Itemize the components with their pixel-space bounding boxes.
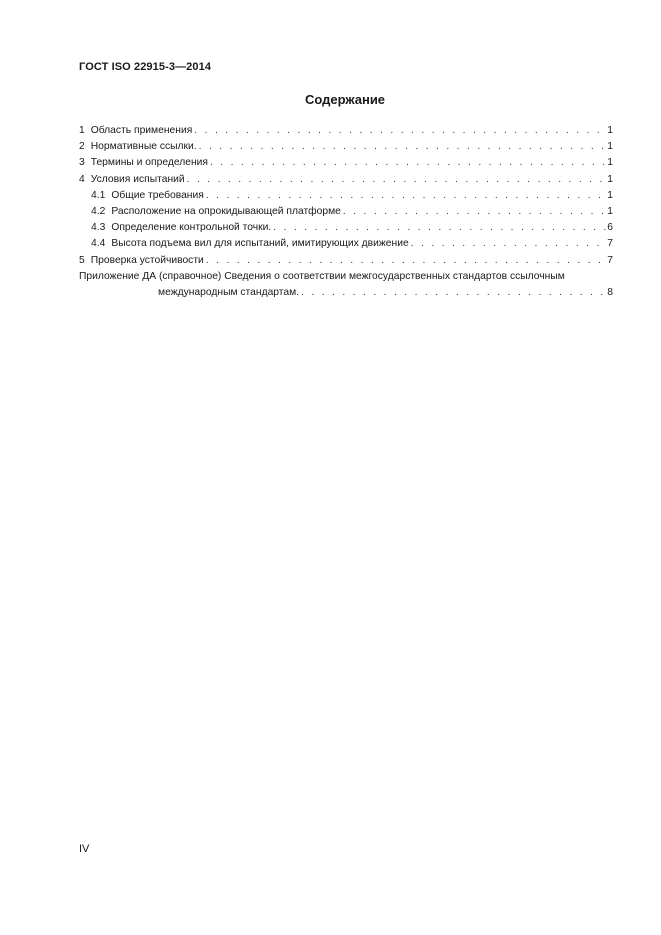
toc-dot-leader <box>299 285 606 301</box>
toc-entry-page: 1 <box>607 205 613 217</box>
toc-entry-label: Определение контрольной точки. <box>111 222 272 234</box>
toc-entry-page: 8 <box>607 286 613 298</box>
toc-entry-number: 4.2 <box>91 205 106 217</box>
table-of-contents <box>79 123 613 301</box>
toc-entry-label: Термины и определения <box>90 157 208 169</box>
toc-dot-leader <box>192 123 606 139</box>
toc-entry-page: 7 <box>607 238 613 250</box>
toc-subentry[interactable] <box>79 188 613 204</box>
toc-entry-page: 1 <box>607 173 613 185</box>
toc-entry-label: Высота подъема вил для испытаний, имитирующих движение <box>111 238 409 250</box>
toc-entry-number: 1 <box>79 125 85 136</box>
toc-entry-page: 1 <box>607 125 613 136</box>
document-code: ГОСТ ISO 22915-3—2014 <box>79 61 212 73</box>
toc-entry-number: 4.1 <box>91 189 106 201</box>
toc-entry-label: Расположение на опрокидывающей платформе <box>111 205 341 217</box>
toc-dot-leader <box>271 220 606 236</box>
toc-entry-page: 1 <box>607 189 613 201</box>
toc-entry-page: 1 <box>607 141 613 153</box>
toc-entry-number: 4.4 <box>91 238 106 250</box>
toc-entry-number: 5 <box>79 254 85 266</box>
toc-dot-leader <box>185 172 607 188</box>
toc-entry-number: 4.3 <box>91 222 106 234</box>
toc-dot-leader <box>204 253 606 269</box>
toc-entry-number: 2 <box>79 141 85 153</box>
toc-entry-number: 3 <box>79 157 85 169</box>
toc-entry-page: 6 <box>607 222 613 234</box>
toc-subentry[interactable] <box>79 236 613 252</box>
toc-dot-leader <box>208 155 606 171</box>
toc-entry[interactable] <box>79 155 613 171</box>
toc-appendix-entry[interactable] <box>79 269 613 301</box>
toc-dot-leader <box>341 204 606 220</box>
toc-entry[interactable] <box>79 253 613 269</box>
toc-dot-leader <box>409 236 607 252</box>
toc-entry-label: Общие требования <box>111 189 204 201</box>
toc-entry-label: Условия испытаний <box>90 173 185 185</box>
toc-appendix-continuation <box>79 285 613 301</box>
toc-subentry[interactable] <box>79 220 613 236</box>
toc-entry[interactable] <box>79 172 613 188</box>
toc-appendix-title-continued: международным стандартам. <box>158 286 300 298</box>
toc-entry-label: Проверка устойчивости <box>90 254 204 266</box>
toc-appendix-title: Приложение ДА (справочное) Сведения о соответствии межгосударственных стандартов ссылочным <box>79 270 565 282</box>
toc-dot-leader <box>197 139 607 155</box>
toc-subentry[interactable] <box>79 204 613 220</box>
toc-title: Содержание <box>304 92 386 107</box>
toc-entry-page: 7 <box>607 254 613 266</box>
toc-entry-number: 4 <box>79 173 85 185</box>
toc-appendix-line <box>79 269 613 285</box>
toc-dot-leader <box>204 188 606 204</box>
toc-entry-label: Область применения <box>90 125 193 136</box>
toc-entry[interactable] <box>79 139 613 155</box>
toc-entry-page: 1 <box>607 157 613 169</box>
page-number: IV <box>79 843 90 855</box>
toc-entry[interactable] <box>79 123 613 139</box>
toc-entry-label: Нормативные ссылки. <box>90 141 197 153</box>
